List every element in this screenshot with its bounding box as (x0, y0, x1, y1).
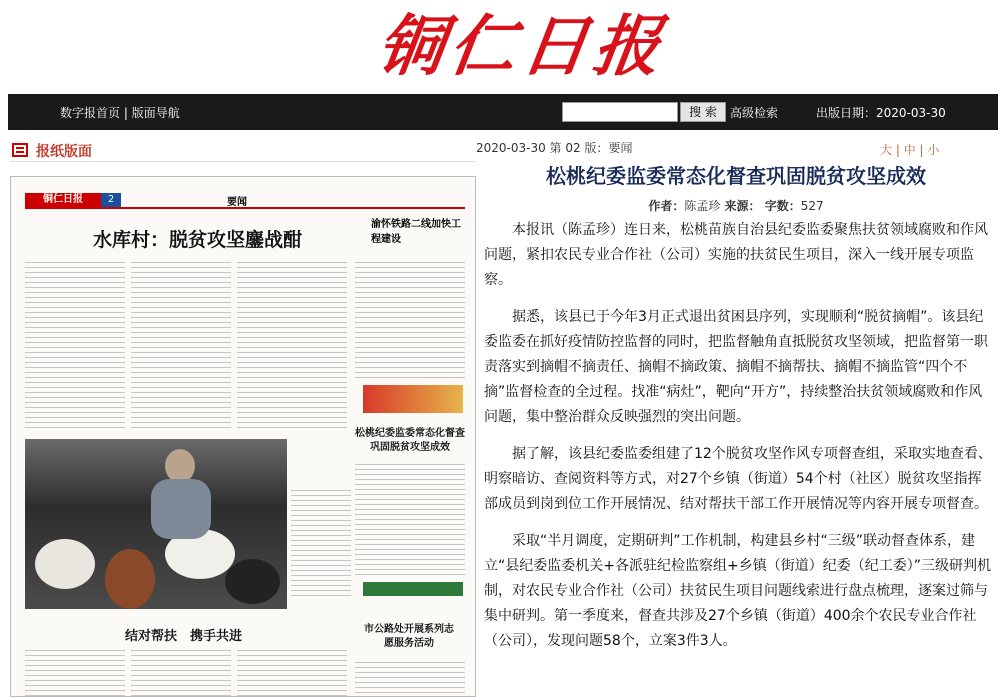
article-paragraph: 据悉，该县已于今年3月正式退出贫困县序列，实现顺利“脱贫摘帽”。该县纪委监委在抓好疫情防控监督的同时，把监督触角直抵脱贫攻坚领域，把监督第一职责落实到摘帽不摘责任、摘帽不摘政策、摘帽不摘帮扶、摘帽不摘监管“四个不摘”监督检查的全过程。找准“病灶”，靶向“开方”，持续整治扶贫领域腐败和作风问题，集中整治群众反映强烈的突出问题。 (484, 309, 988, 425)
word-count-label: 字数： (760, 199, 801, 213)
newspaper-logo[interactable]: 铜仁日报 (372, 7, 672, 85)
home-link[interactable]: 数字报首页 (60, 106, 121, 120)
nav-links (60, 104, 180, 121)
person-shape (165, 449, 195, 483)
page-header-strip (25, 195, 465, 209)
advanced-search-link[interactable]: 高级检索 (730, 106, 779, 120)
page-bottom-title-link[interactable]: 结对帮扶 携手共进 (125, 629, 243, 644)
date-label: 出版日期： (816, 106, 877, 120)
text-column (25, 259, 125, 431)
top-nav-bar (8, 94, 998, 130)
person-shape (151, 479, 211, 539)
font-small-button[interactable]: 小 (927, 143, 940, 157)
page-headline-link[interactable]: 水库村：脱贫攻坚鏖战酣 (93, 229, 303, 251)
text-column (131, 259, 231, 431)
text-column (355, 461, 465, 575)
article-title: 松桃纪委监委常态化督查巩固脱贫攻坚成效 (546, 164, 926, 188)
text-column (25, 647, 125, 697)
article-byline (476, 197, 996, 214)
layout-nav-link[interactable]: 版面导航 (131, 106, 180, 120)
page-banner-green (363, 582, 463, 596)
search-input[interactable] (562, 102, 678, 122)
page-bottom-right-title-link[interactable]: 市公路处开展系列志愿服务活动 (364, 624, 454, 649)
layout-panel-title: 报纸版面 (36, 144, 92, 160)
text-column (237, 259, 347, 431)
article-body (484, 218, 992, 666)
page-banner-graphic (363, 385, 463, 413)
page-logo: 铜仁日报 (25, 193, 101, 207)
page-feature-title-link[interactable]: 松桃纪委监委常态化督查巩固脱贫攻坚成效 (355, 428, 465, 453)
newspaper-icon (12, 143, 28, 157)
date-value[interactable]: 2020-03-30 (876, 106, 946, 120)
text-column (237, 647, 347, 697)
search-button[interactable]: 搜 索 (680, 102, 726, 122)
photo-caption (291, 487, 351, 597)
newspaper-layout-header (10, 140, 476, 162)
text-column (355, 259, 465, 379)
nav-separator: | (120, 106, 132, 120)
goat-shape (35, 539, 95, 589)
masthead (0, 0, 1006, 92)
article-paragraph: 采取“半月调度，定期研判”工作机制，构建县乡村“三级”联动督查体系，建立“县纪委监委机关+各派驻纪检监察组+乡镇（街道）纪委（纪工委）”三级研判机制，对农民专业合作社（公司）扶贫民生项目问题线索进行盘点梳理，逐案过筛与集中研判。第一季度来，督查共涉及27个乡镇（街道）400余个农民专业合作社（公司），发现问题58个，立案3件3人。 (484, 533, 991, 649)
text-column (355, 659, 465, 697)
article-paragraph: 据了解，该县纪委监委组建了12个脱贫攻坚作风专项督查组，采取实地查看、明察暗访、查阅资料等方式，对27个乡镇（街道）54个村（社区）脱贫攻坚指挥部成员到岗到位工作开展情况、结对帮扶干部工作开展情况等内容开展专项督查。 (484, 446, 992, 512)
font-size-switcher (880, 141, 939, 158)
goat-shape (225, 559, 280, 604)
page-number: 2 (101, 193, 121, 207)
font-medium-button[interactable]: 中 (903, 143, 916, 157)
page-photo (25, 439, 287, 609)
publication-date (816, 104, 946, 121)
font-large-button[interactable]: 大 (880, 143, 893, 157)
font-separator: | (915, 143, 928, 157)
word-count-value: 527 (800, 199, 824, 213)
author-value: 陈孟珍 (684, 199, 721, 213)
font-separator: | (892, 143, 904, 157)
article-meta: 2020-03-30 第 02 版：要闻 (476, 141, 633, 155)
page-sidebar-title-link[interactable]: 渝怀铁路二线加快工程建设 (371, 219, 461, 245)
page-section: 要闻 (227, 197, 247, 208)
text-column (131, 647, 231, 697)
article-paragraph: 本报讯（陈孟珍）连日来，松桃苗族自治县纪委监委聚焦扶贫领域腐败和作风问题，紧扣农民专业合作社（公司）实施的扶贫民生项目，深入一线开展专项监察。 (484, 222, 988, 288)
author-label: 作者： (648, 199, 685, 213)
newspaper-page-thumbnail[interactable] (10, 176, 476, 697)
goat-shape (105, 549, 155, 609)
source-label: 来源： (720, 199, 761, 213)
